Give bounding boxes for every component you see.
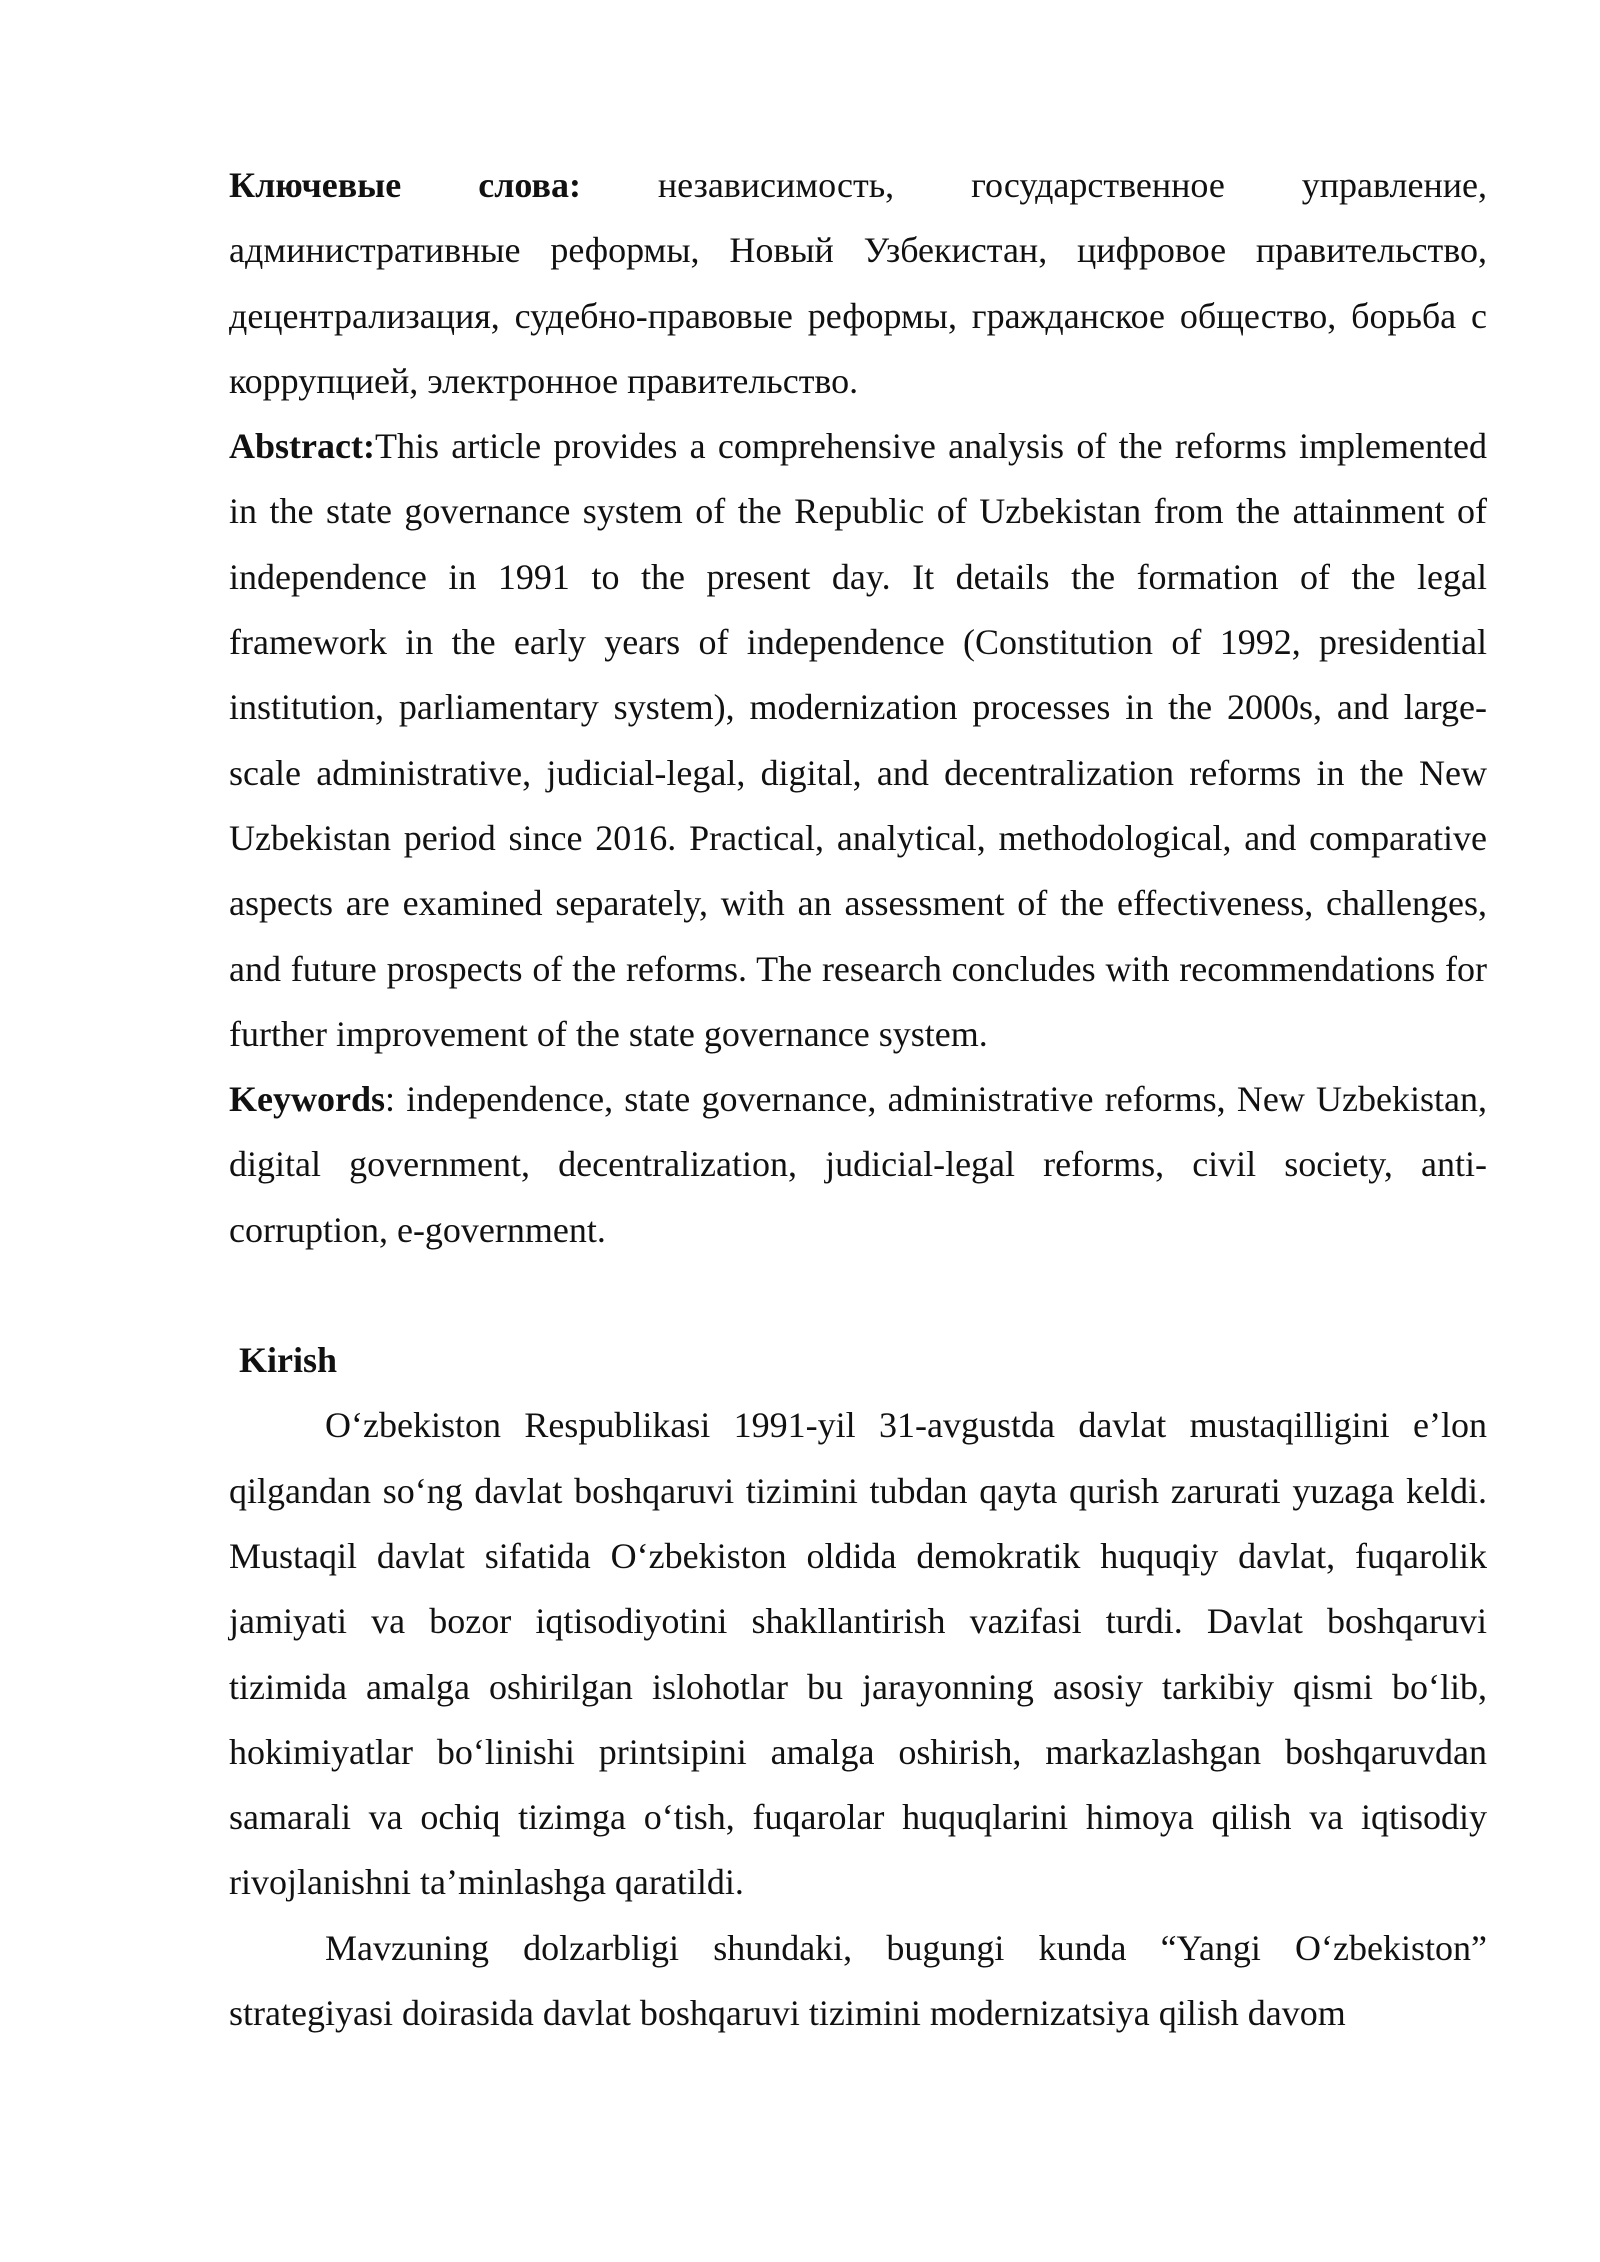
russian-keywords-paragraph: [229, 153, 1487, 414]
document-page: [229, 153, 1487, 2046]
russian-keywords-label: Ключевые слова:: [229, 165, 581, 205]
english-keywords-paragraph: [229, 1067, 1487, 1263]
russian-keywords-text: независимость, государственное управление, административные реформы, Новый Узбекистан, цифровое правительство, децентрализация, судебно-правовые реформы, гражданское общество, борьба с коррупцией, электронное правительство.: [229, 165, 1487, 401]
english-keywords-text: : independence, state governance, administrative reforms, New Uzbekistan, digital government, decentralization, judicial-legal reforms, civil society, anti-corruption, e-government.: [229, 1079, 1487, 1250]
abstract-label: Abstract:: [229, 426, 375, 467]
introduction-paragraph-1: O‘zbekiston Respublikasi 1991-yil 31-avgustda davlat mustaqilligini e’lon qilgandan so‘ng davlat boshqaruvi tizimini tubdan qayta qurish zarurati yuzaga keldi. Mustaqil davlat sifatida O‘zbekiston oldida demokratik huquqiy davlat, fuqarolik jamiyati va bozor iqtisodiyotini shakllantirish vazifasi turdi. Davlat boshqaruvi tizimida amalga oshirilgan islohotlar bu jarayonning asosiy tarkibiy qismi bo‘lib, hokimiyatlar bo‘linishi printsipini amalga oshirish, markazlashgan boshqaruvdan samarali va ochiq tizimga o‘tish, fuqarolar huquqlarini himoya qilish va iqtisodiy rivojlanishni ta’minlashga qaratildi.: [229, 1405, 1487, 1903]
english-keywords-label: Keywords: [229, 1079, 385, 1120]
section-heading: Kirish: [239, 1340, 338, 1381]
introduction-paragraph-2: Mavzuning dolzarbligi shundaki, bugungi kunda “Yangi O‘zbekiston” strategiyasi doirasida davlat boshqaruvi tizimini modernizatsiya qilish davom: [229, 1927, 1487, 2034]
abstract-text: This article provides a comprehensive analysis of the reforms implemented in the state governance system of the Republic of Uzbekistan from the attainment of independence in 1991 to the present day. It details the formation of the legal framework in the early years of independence (Constitution of 1992, presidential institution, parliamentary system), modernization processes in the 2000s, and large-scale administrative, judicial-legal, digital, and decentralization reforms in the New Uzbekistan period since 2016. Practical, analytical, methodological, and comparative aspects are examined separately, with an assessment of the effectiveness, challenges, and future prospects of the reforms. The research concludes with recommendations for further improvement of the state governance system.: [229, 426, 1487, 1054]
abstract-paragraph: [229, 414, 1487, 1067]
